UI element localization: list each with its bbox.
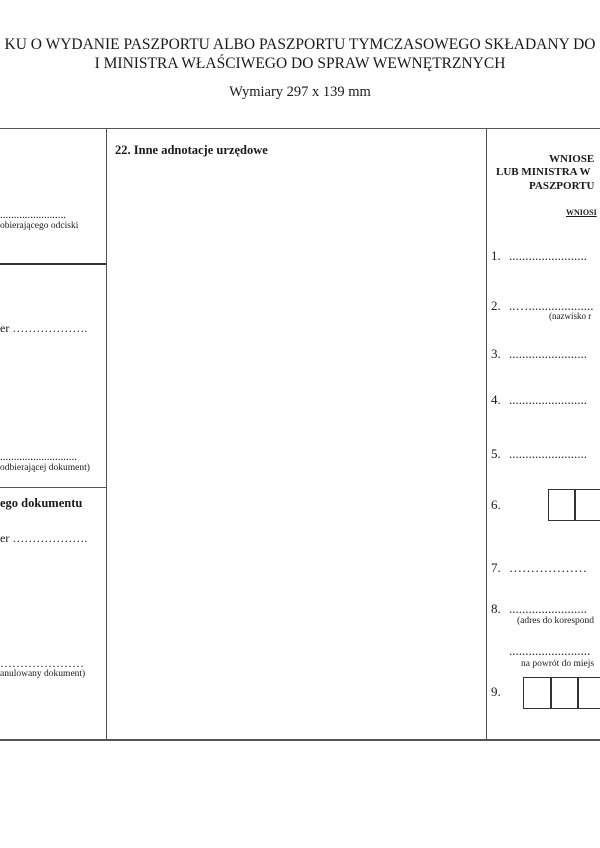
form-title-line-2: I MINISTRA WŁAŚCIWEGO DO SPRAW WEWNĘTRZNYCH bbox=[94, 55, 506, 72]
signature-dotted-line: ………………… bbox=[0, 656, 84, 670]
signature-caption: anulowany dokument) bbox=[0, 669, 86, 679]
field-number: 5. bbox=[491, 446, 501, 461]
character-box[interactable] bbox=[577, 677, 600, 709]
field-caption: (nazwisko r bbox=[549, 311, 592, 321]
field-dotted-line[interactable]: ..….................... bbox=[509, 298, 594, 313]
form-dimensions: Wymiary 297 x 139 mm bbox=[229, 84, 371, 100]
application-heading-line-3: PASZPORTU bbox=[529, 180, 595, 192]
document-number-field: er ………………. bbox=[0, 321, 88, 335]
left-section-divider-1 bbox=[0, 263, 106, 265]
field-number: 6. bbox=[491, 497, 501, 512]
field-number: 1. bbox=[491, 248, 501, 263]
field-number: 8. bbox=[491, 601, 501, 616]
field-dotted-line[interactable]: ........................ bbox=[509, 248, 587, 263]
field-number: 9. bbox=[491, 684, 501, 699]
character-box[interactable] bbox=[574, 489, 600, 521]
signature-caption: odbierającej dokument) bbox=[0, 463, 90, 473]
table-bottom-border bbox=[0, 739, 600, 741]
field-dotted-line[interactable]: ........................ bbox=[509, 346, 587, 361]
signature-caption: obierającego odciski bbox=[0, 221, 79, 231]
official-notes-area[interactable] bbox=[110, 165, 480, 735]
signature-dotted-line: ............................ bbox=[0, 451, 77, 463]
field-caption: (adres do korespond bbox=[517, 616, 595, 626]
field-number: 2. bbox=[491, 298, 501, 313]
application-heading-line-2: LUB MINISTRA W bbox=[496, 166, 591, 178]
field-number: 3. bbox=[491, 346, 501, 361]
character-box[interactable] bbox=[523, 677, 552, 709]
field-number: 7. bbox=[491, 560, 501, 575]
field-dotted-line[interactable]: ........................ bbox=[509, 392, 587, 407]
field-dotted-line-2[interactable]: ......................... bbox=[509, 643, 591, 658]
official-notes-heading: 22. Inne adnotacje urzędowe bbox=[115, 143, 268, 157]
character-box[interactable] bbox=[548, 489, 576, 521]
section-heading: ego dokumentu bbox=[0, 496, 83, 510]
column-divider-left bbox=[106, 128, 107, 740]
left-section-divider-2 bbox=[0, 487, 106, 488]
form-title-line-1: KU O WYDANIE PASZPORTU ALBO PASZPORTU TYMCZASOWEGO SKŁADANY DO bbox=[4, 36, 596, 53]
character-box[interactable] bbox=[550, 677, 579, 709]
field-dotted-line[interactable]: ........................ bbox=[509, 446, 587, 461]
applicant-subheading: WNIOSI bbox=[566, 208, 597, 217]
field-number: 4. bbox=[491, 392, 501, 407]
field-dotted-line[interactable]: ……………… bbox=[509, 560, 587, 575]
signature-dotted-line: ........................ bbox=[0, 209, 66, 221]
application-heading-line-1: WNIOSE bbox=[549, 153, 595, 165]
document-number-field: er ………………. bbox=[0, 531, 88, 545]
column-divider-right bbox=[486, 128, 487, 740]
table-top-border bbox=[0, 128, 600, 129]
field-dotted-line[interactable]: ........................ bbox=[509, 601, 587, 616]
field-caption-2: na powrót do miejs bbox=[521, 659, 595, 669]
